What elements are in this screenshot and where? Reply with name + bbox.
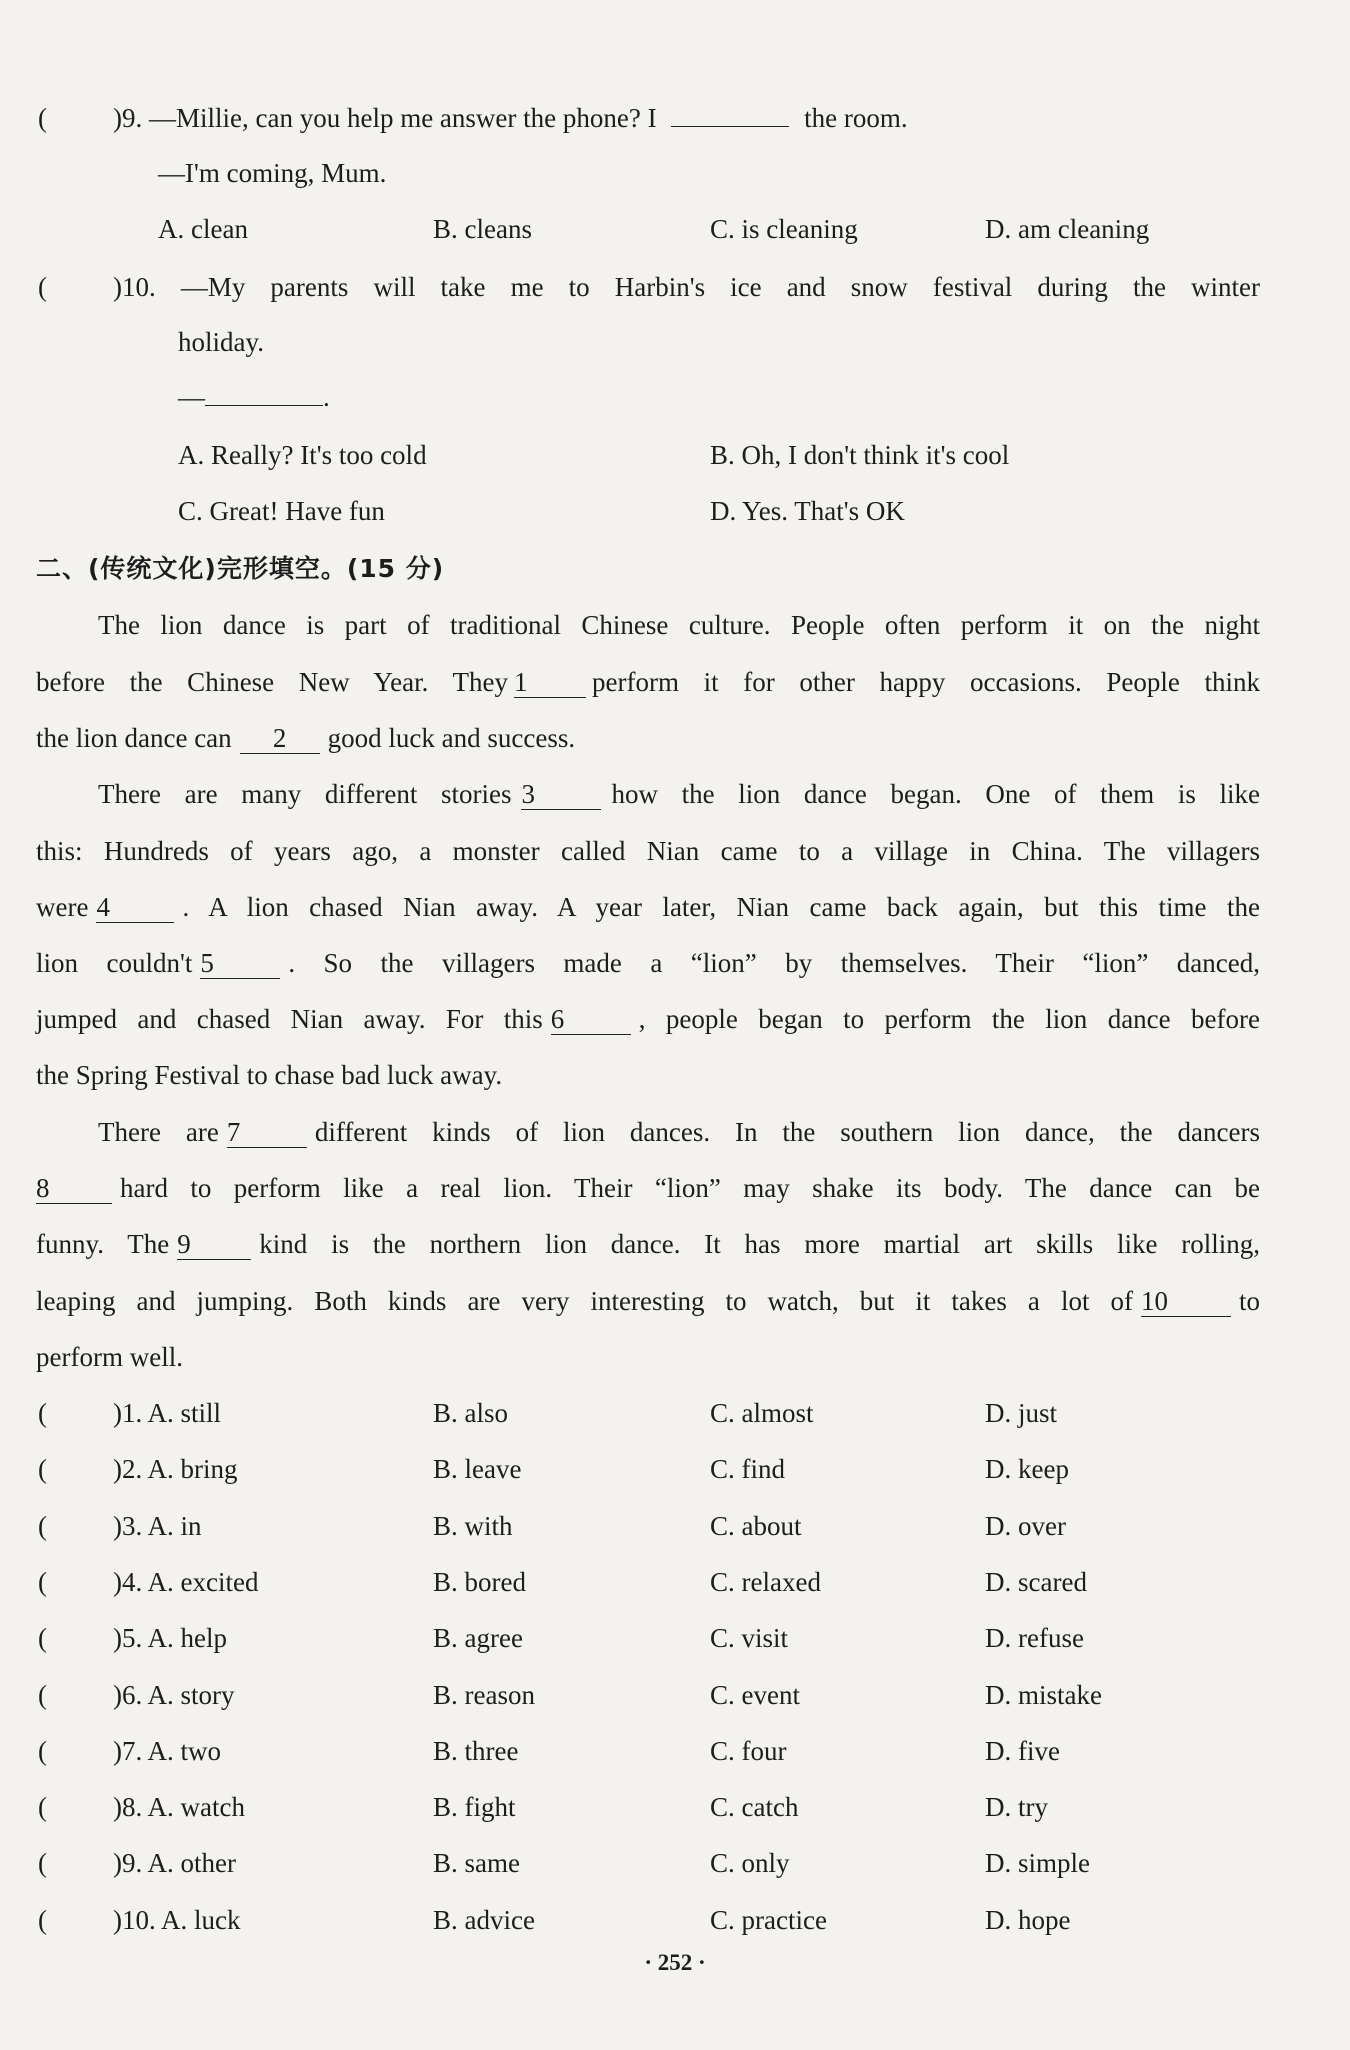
cloze-option-text: C. practice [710, 1905, 827, 1935]
cloze-option-text: A. other [147, 1848, 236, 1878]
passage-line: before the Chinese New Year. They 1 perform it for other happy occasions. People think [36, 667, 1260, 697]
cloze-option [710, 1846, 790, 1880]
answer-paren: ( [38, 1680, 47, 1710]
cloze-blank-6: 6 [551, 1004, 631, 1035]
cloze-option [710, 1565, 821, 1599]
cloze-option-text: A. two [147, 1736, 222, 1766]
question-9-option-b: B. cleans [433, 214, 532, 244]
cloze-option-text: C. four [710, 1736, 787, 1766]
cloze-option-text: C. find [710, 1454, 786, 1484]
cloze-option-text: C. almost [710, 1398, 814, 1428]
cloze-question-number: )5. [113, 1623, 148, 1653]
cloze-option [710, 1734, 787, 1768]
answer-blank [205, 405, 323, 406]
cloze-option-text: A. bring [147, 1454, 238, 1484]
cloze-option [985, 1565, 1087, 1599]
cloze-option [433, 1678, 535, 1712]
cloze-option [710, 1678, 800, 1712]
passage-line: this: Hundreds of years ago, a monster called Nian came to a village in China. The villagers [36, 836, 1260, 866]
passage-line: perform well. [36, 1342, 183, 1372]
cloze-option-text: C. event [710, 1680, 800, 1710]
passage-line: There are many different stories 3 how the lion dance began. One of them is like [98, 779, 1260, 809]
cloze-option [113, 1790, 245, 1824]
answer-paren: ( [38, 1567, 47, 1597]
cloze-blank-10: 10 [1141, 1286, 1231, 1317]
cloze-option [113, 1621, 227, 1655]
question-10-option-d: D. Yes. That's OK [710, 496, 905, 526]
passage-line: lion couldn't 5 . So the villagers made a “lion” by themselves. Their “lion” danced, [36, 948, 1260, 978]
answer-paren: ( [38, 272, 47, 302]
question-9-option-d: D. am cleaning [985, 214, 1150, 244]
cloze-option [113, 1903, 241, 1937]
question-9-option-a: A. clean [158, 214, 248, 244]
cloze-option-text: B. leave [433, 1454, 522, 1484]
cloze-option [710, 1509, 802, 1543]
cloze-option [433, 1903, 535, 1937]
question-10-prompt: )10. —My parents will take me to Harbin's ice and snow festival during the winter [113, 272, 1260, 302]
cloze-option-text: B. advice [433, 1905, 535, 1935]
cloze-option-text: A. story [147, 1680, 235, 1710]
question-10-option-a: A. Really? It's too cold [178, 440, 427, 470]
cloze-blank-4: 4 [96, 892, 174, 923]
cloze-option [113, 1846, 236, 1880]
cloze-option-text: C. catch [710, 1792, 799, 1822]
cloze-blank-9: 9 [177, 1229, 251, 1260]
cloze-blank-1: 1 [514, 667, 586, 698]
passage-line: the lion dance can 2 good luck and success. [36, 723, 576, 753]
cloze-blank-7: 7 [227, 1117, 307, 1148]
cloze-option [433, 1734, 518, 1768]
cloze-option [985, 1509, 1066, 1543]
cloze-option-text: D. simple [985, 1848, 1090, 1878]
answer-paren: ( [38, 1905, 47, 1935]
section-title: 二、(传统文化)完形填空。(15 分) [36, 554, 445, 583]
cloze-option [985, 1903, 1070, 1937]
cloze-option [985, 1790, 1048, 1824]
cloze-option-text: A. excited [147, 1567, 259, 1597]
answer-paren: ( [38, 1792, 47, 1822]
question-10-option-c: C. Great! Have fun [178, 496, 385, 526]
cloze-option [433, 1509, 513, 1543]
passage-line: 8 hard to perform like a real lion. Their “lion” may shake its body. The dance can be [36, 1173, 1260, 1203]
cloze-option-text: B. three [433, 1736, 519, 1766]
cloze-option-text: D. mistake [985, 1680, 1102, 1710]
question-9-reply: —I'm coming, Mum. [158, 158, 387, 188]
cloze-question-number: )7. [113, 1736, 148, 1766]
question-9-prompt: )9. —Millie, can you help me answer the phone? I the room. [113, 103, 908, 133]
answer-paren: ( [38, 1736, 47, 1766]
cloze-question-number: )4. [113, 1567, 148, 1597]
cloze-question-number: )2. [113, 1454, 148, 1484]
cloze-blank-8: 8 [36, 1173, 112, 1204]
cloze-blank-5: 5 [200, 948, 280, 979]
cloze-option [113, 1734, 221, 1768]
cloze-option-text: A. still [147, 1398, 222, 1428]
cloze-option-text: D. hope [985, 1905, 1071, 1935]
answer-paren: ( [38, 1848, 47, 1878]
cloze-option-text: D. refuse [985, 1623, 1084, 1653]
cloze-option [433, 1396, 508, 1430]
cloze-option-text: D. over [985, 1511, 1066, 1541]
cloze-option [433, 1565, 526, 1599]
cloze-option-text: C. relaxed [710, 1567, 821, 1597]
question-10-reply: — . [178, 382, 330, 412]
cloze-option [433, 1846, 520, 1880]
cloze-option [985, 1678, 1102, 1712]
cloze-question-number: )6. [113, 1680, 148, 1710]
cloze-option-text: B. agree [433, 1623, 523, 1653]
cloze-option-text: C. only [710, 1848, 790, 1878]
passage-line: the Spring Festival to chase bad luck away. [36, 1060, 503, 1090]
cloze-option [433, 1790, 516, 1824]
answer-blank [671, 126, 789, 127]
cloze-option [985, 1846, 1090, 1880]
cloze-option [113, 1678, 235, 1712]
cloze-option [985, 1396, 1057, 1430]
cloze-option [710, 1903, 827, 1937]
cloze-option [710, 1396, 814, 1430]
answer-paren: ( [38, 1398, 47, 1428]
cloze-option-text: A. watch [147, 1792, 245, 1822]
answer-paren: ( [38, 1511, 47, 1541]
cloze-option [113, 1452, 238, 1486]
cloze-question-number: )3. [113, 1511, 148, 1541]
cloze-option-text: B. fight [433, 1792, 516, 1822]
cloze-option-text: B. with [433, 1511, 513, 1541]
cloze-option-text: D. keep [985, 1454, 1069, 1484]
page-number: · 252 · [644, 1950, 706, 1975]
cloze-option [710, 1621, 788, 1655]
cloze-blank-2: 2 [240, 723, 320, 754]
cloze-option [113, 1396, 221, 1430]
cloze-option [985, 1452, 1069, 1486]
cloze-question-number: )10. [113, 1905, 162, 1935]
question-10-prompt-cont: holiday. [178, 327, 264, 357]
cloze-option [710, 1790, 798, 1824]
cloze-option-text: B. reason [433, 1680, 535, 1710]
cloze-option-text: D. scared [985, 1567, 1087, 1597]
cloze-option-text: B. same [433, 1848, 520, 1878]
cloze-option-text: A. in [147, 1511, 202, 1541]
cloze-option-text: A. luck [161, 1905, 241, 1935]
cloze-option-text: B. bored [433, 1567, 526, 1597]
cloze-option [985, 1734, 1060, 1768]
cloze-option-text: D. try [985, 1792, 1048, 1822]
passage-line: funny. The 9 kind is the northern lion dance. It has more martial art skills like rolling, [36, 1229, 1260, 1259]
question-9-option-c: C. is cleaning [710, 214, 858, 244]
cloze-option-text: B. also [433, 1398, 509, 1428]
cloze-option [433, 1452, 521, 1486]
cloze-option [113, 1509, 202, 1543]
cloze-blank-3: 3 [521, 779, 601, 810]
cloze-option [985, 1621, 1084, 1655]
cloze-question-number: )8. [113, 1792, 148, 1822]
cloze-option [433, 1621, 523, 1655]
cloze-option-text: C. about [710, 1511, 802, 1541]
passage-line: jumped and chased Nian away. For this 6 , people began to perform the lion dance before [36, 1004, 1260, 1034]
cloze-question-number: )1. [113, 1398, 148, 1428]
passage-line: There are 7 different kinds of lion dances. In the southern lion dance, the dancers [98, 1117, 1260, 1147]
passage-line: leaping and jumping. Both kinds are very interesting to watch, but it takes a lot of 10 to [36, 1286, 1260, 1316]
cloze-option-text: A. help [147, 1623, 227, 1653]
cloze-question-number: )9. [113, 1848, 148, 1878]
cloze-option [113, 1565, 258, 1599]
cloze-option-text: D. five [985, 1736, 1060, 1766]
cloze-option-text: D. just [985, 1398, 1058, 1428]
answer-paren: ( [38, 103, 47, 133]
answer-paren: ( [38, 1623, 47, 1653]
passage-line: The lion dance is part of traditional Chinese culture. People often perform it on the night [98, 610, 1260, 640]
question-10-option-b: B. Oh, I don't think it's cool [710, 440, 1010, 470]
cloze-option-text: C. visit [710, 1623, 789, 1653]
cloze-option [710, 1452, 785, 1486]
answer-paren: ( [38, 1454, 47, 1484]
passage-line: were 4 . A lion chased Nian away. A year later, Nian came back again, but this time the [36, 892, 1260, 922]
